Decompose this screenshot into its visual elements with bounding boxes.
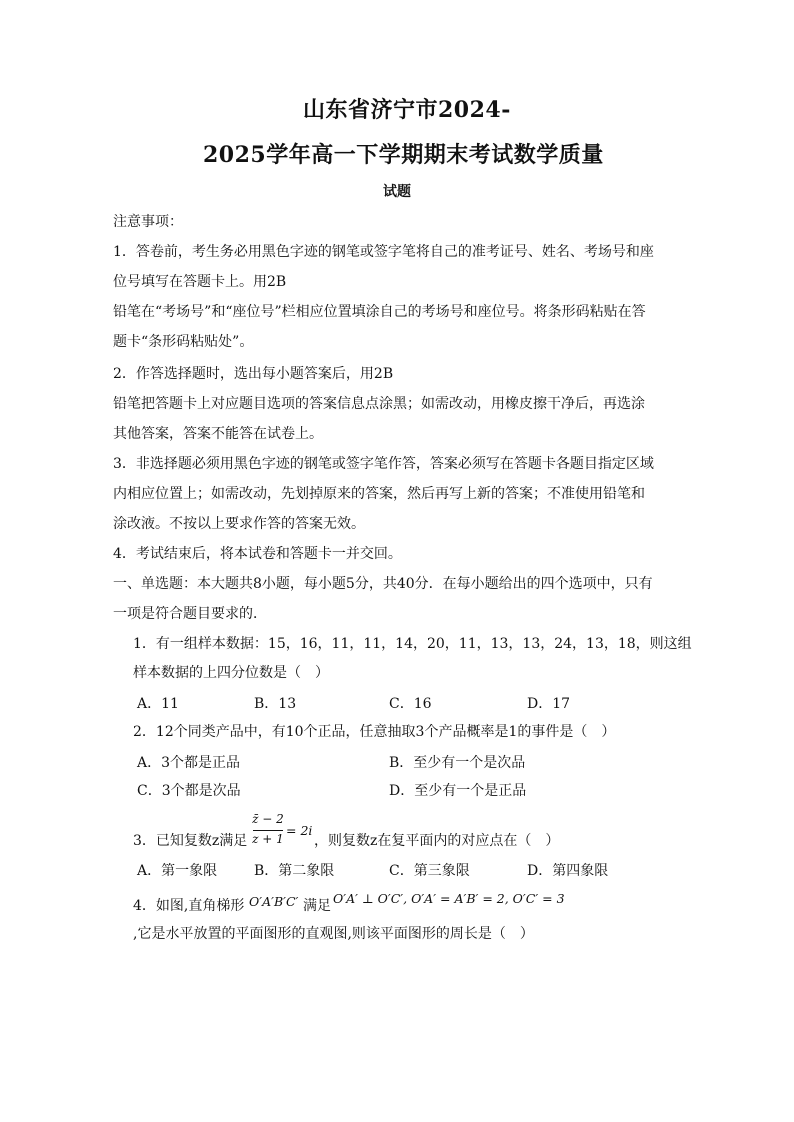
- question-2-option-c[interactable]: C．3个都是次品: [137, 783, 241, 799]
- notice-line: 位号填写在答题卡上。用2B: [113, 274, 287, 290]
- question-3-fraction-denominator: z + 1: [252, 832, 284, 846]
- page-title-line2: 2025学年高一下学期期末考试数学质量: [203, 142, 604, 168]
- question-1-option-c[interactable]: C．16: [389, 696, 432, 712]
- question-1-stem: 1．有一组样本数据：15，16，11，11，14，20，11，13，13，24，13，18，则这组: [133, 636, 692, 652]
- question-1-option-d[interactable]: D．17: [527, 696, 571, 712]
- question-3-fraction-bar: [253, 830, 283, 831]
- question-3-equation-rhs: = 2i: [286, 823, 313, 838]
- question-2-stem: 2．12个同类产品中，有10个正品，任意抽取3个产品概率是1的事件是（ ）: [133, 724, 616, 740]
- page-subtitle: 试题: [383, 184, 411, 200]
- question-4-stem-start: 4．如图,直角梯形: [133, 898, 245, 914]
- question-4-condition: O′A′ ⊥ O′C′, O′A′ = A′B′ = 2, O′C′ = 3: [333, 891, 565, 906]
- notice-line: 3．非选择题必须用黑色字迹的钢笔或签字笔作答，答案必须写在答题卡各题目指定区域: [113, 456, 654, 472]
- question-4-stem-cont: ,它是水平放置的平面图形的直观图,则该平面图形的周长是（ ）: [133, 926, 534, 942]
- notice-line: 内相应位置上；如需改动，先划掉原来的答案，然后再写上新的答案；不准使用铅笔和: [113, 486, 645, 502]
- question-4-trapezoid-label: O′A′B′C′: [249, 894, 299, 909]
- notice-heading: 注意事项：: [113, 214, 183, 230]
- question-1-option-b[interactable]: B．13: [254, 696, 297, 712]
- question-2-option-a[interactable]: A．3个都是正品: [137, 755, 241, 771]
- question-3-option-a[interactable]: A．第一象限: [137, 863, 218, 879]
- page-title-line1: 山东省济宁市2024-: [303, 97, 511, 123]
- notice-line: 铅笔把答题卡上对应题目选项的答案信息点涂黑；如需改动，用橡皮擦干净后，再选涂: [113, 396, 645, 412]
- notice-line: 4．考试结束后，将本试卷和答题卡一并交回。: [113, 546, 402, 562]
- question-3-option-b[interactable]: B．第二象限: [254, 863, 335, 879]
- question-3-stem-end: ，则复数z在复平面内的对应点在（ ）: [314, 833, 560, 849]
- question-3-option-d[interactable]: D．第四象限: [527, 863, 609, 879]
- question-1-stem-cont: 样本数据的上四分位数是（ ）: [133, 665, 329, 681]
- question-4-stem-mid: 满足: [303, 898, 331, 914]
- notice-line: 1．答卷前，考生务必用黑色字迹的钢笔或签字笔将自己的准考证号、姓名、考场号和座: [113, 244, 654, 260]
- question-3-option-c[interactable]: C．第三象限: [389, 863, 470, 879]
- section-heading: 一、单选题：本大题共8小题，每小题5分，共40分．在每小题给出的四个选项中，只有: [113, 576, 653, 592]
- question-2-option-d[interactable]: D．至少有一个是正品: [389, 783, 527, 799]
- notice-line: 涂改液。不按以上要求作答的答案无效。: [113, 516, 365, 532]
- notice-line: 2．作答选择题时，选出每小题答案后，用2B: [113, 366, 394, 382]
- question-3-stem-start: 3．已知复数z满足: [133, 833, 248, 849]
- notice-line: 其他答案，答案不能答在试卷上。: [113, 426, 323, 442]
- notice-line: 题卡“条形码粘贴处”。: [113, 334, 254, 350]
- notice-line: 铅笔在“考场号”和“座位号”栏相应位置填涂自己的考场号和座位号。将条形码粘贴在答: [113, 304, 646, 320]
- question-2-option-b[interactable]: B．至少有一个是次品: [389, 755, 526, 771]
- question-1-option-a[interactable]: A．11: [137, 696, 179, 712]
- section-heading-cont: 一项是符合题目要求的．: [113, 606, 267, 622]
- question-3-fraction-numerator: z̄ − 2: [252, 812, 284, 826]
